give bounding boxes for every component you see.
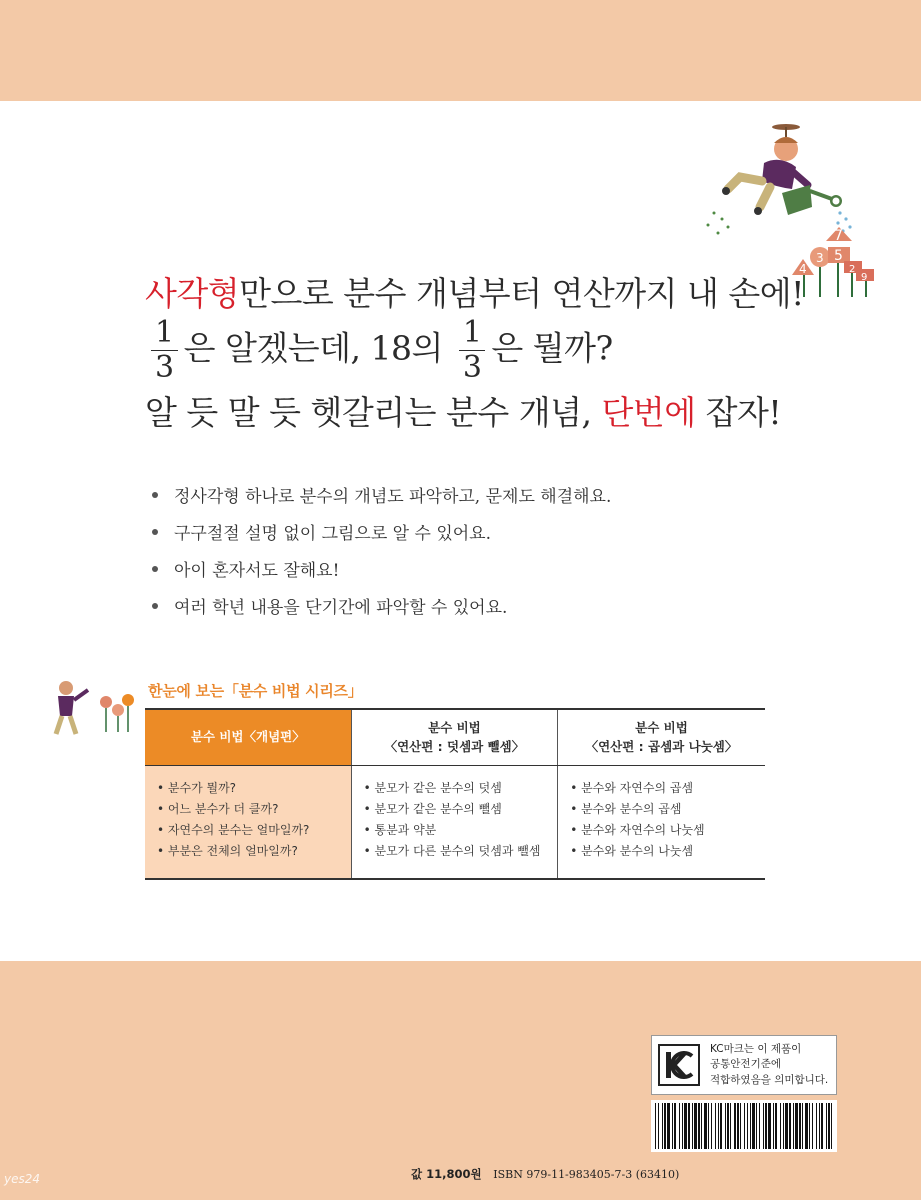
list-item: • 분모가 같은 분수의 덧셈 [363, 780, 502, 795]
column-header-concept: 분수 비법〈개념편〉 [145, 710, 352, 765]
list-item: • 어느 분수가 더 클까? [157, 801, 279, 816]
list-item: • 분모가 같은 분수의 뺄셈 [363, 801, 502, 816]
kc-mark-icon [658, 1044, 700, 1086]
kc-certification-box [651, 1035, 837, 1095]
series-title: 한눈에 보는「분수 비법 시리즈」 [148, 682, 363, 700]
barcode-icon [651, 1100, 837, 1152]
isbn: ISBN 979-11-983405-7-3 (63410) [493, 1168, 680, 1181]
barcode [651, 1100, 837, 1152]
list-item: • 자연수의 분수는 얼마일까? [157, 822, 310, 837]
list-item: • 통분과 약분 [363, 822, 437, 837]
headline-line-3-end: 잡자! [705, 393, 782, 432]
headline-highlight-once: 단번에 [601, 393, 696, 432]
column-header-add-sub: 분수 비법 〈연산편 : 덧셈과 뺄셈〉 [352, 710, 559, 765]
flower-number-7: 7 [834, 228, 843, 244]
headline-line-3 [145, 387, 781, 434]
list-item: • 분수가 뭘까? [157, 780, 237, 795]
list-item: • 부분은 전체의 얼마일까? [157, 843, 298, 858]
watermark-logo: yes24 [4, 1172, 41, 1186]
list-item: • 분수와 자연수의 곱셈 [570, 780, 694, 795]
flower-number-4: 4 [799, 262, 807, 276]
column-items-concept [145, 766, 352, 878]
bullet-icon [152, 492, 158, 498]
kc-description: KC마크는 이 제품이 공통안전기준에 적합하였음을 의미합니다. [710, 1043, 829, 1086]
top-band [0, 0, 921, 101]
list-item: • 분수와 분수의 나눗셈 [570, 843, 694, 858]
fraction-one-third-2: $\frac{1}{3}$ [459, 318, 486, 383]
kid-with-flowers-icon [48, 672, 144, 742]
table-row [145, 766, 765, 878]
list-item: 정사각형 하나로 분수의 개념도 파악하고, 문제도 해결해요. [152, 476, 611, 513]
flower-number-5: 5 [834, 248, 843, 264]
headline-line-2-mid: 은 알겠는데, 18의 [183, 328, 443, 368]
table-header-row [145, 710, 765, 766]
list-item: 여러 학년 내용을 단기간에 파악할 수 있어요. [152, 587, 611, 624]
headline-line-2-end: 은 뭘까? [491, 328, 613, 368]
bullet-icon [152, 529, 158, 535]
series-table [145, 708, 765, 880]
column-header-mul-div: 분수 비법 〈연산편 : 곱셈과 나눗셈〉 [585, 720, 738, 754]
bullet-icon [152, 603, 158, 609]
headline-line-1-text: 만으로 분수 개념부터 연산까지 내 손에! [239, 274, 804, 313]
feature-list [152, 476, 611, 624]
headline-line-1 [145, 268, 804, 315]
list-item: 아이 혼자서도 잘해요! [152, 550, 611, 587]
price: 값 11,800원 [411, 1167, 482, 1181]
bullet-icon [152, 566, 158, 572]
list-item: 구구절절 설명 없이 그림으로 알 수 있어요. [152, 513, 611, 550]
column-items-add-sub [352, 766, 559, 878]
flower-number-9: 9 [861, 272, 868, 283]
list-item: • 분모가 다른 분수의 덧셈과 뺄셈 [363, 843, 541, 858]
list-item: • 분수와 자연수의 나눗셈 [570, 822, 705, 837]
number-flowers [792, 227, 874, 297]
list-item: • 분수와 분수의 곱셈 [570, 801, 682, 816]
headline-highlight-square: 사각형 [145, 274, 240, 313]
headline-line-2 [145, 315, 613, 385]
price-line [411, 1166, 679, 1182]
headline-line-3-start: 알 듯 말 듯 헷갈리는 분수 개념, [145, 393, 592, 432]
watering-can-icon [782, 185, 842, 215]
flower-number-2: 2 [849, 264, 856, 275]
column-items-mul-div [558, 766, 765, 878]
fraction-one-third: $\frac{1}{3}$ [151, 318, 178, 383]
flower-number-3: 3 [816, 251, 824, 265]
propeller-icon [772, 124, 800, 137]
